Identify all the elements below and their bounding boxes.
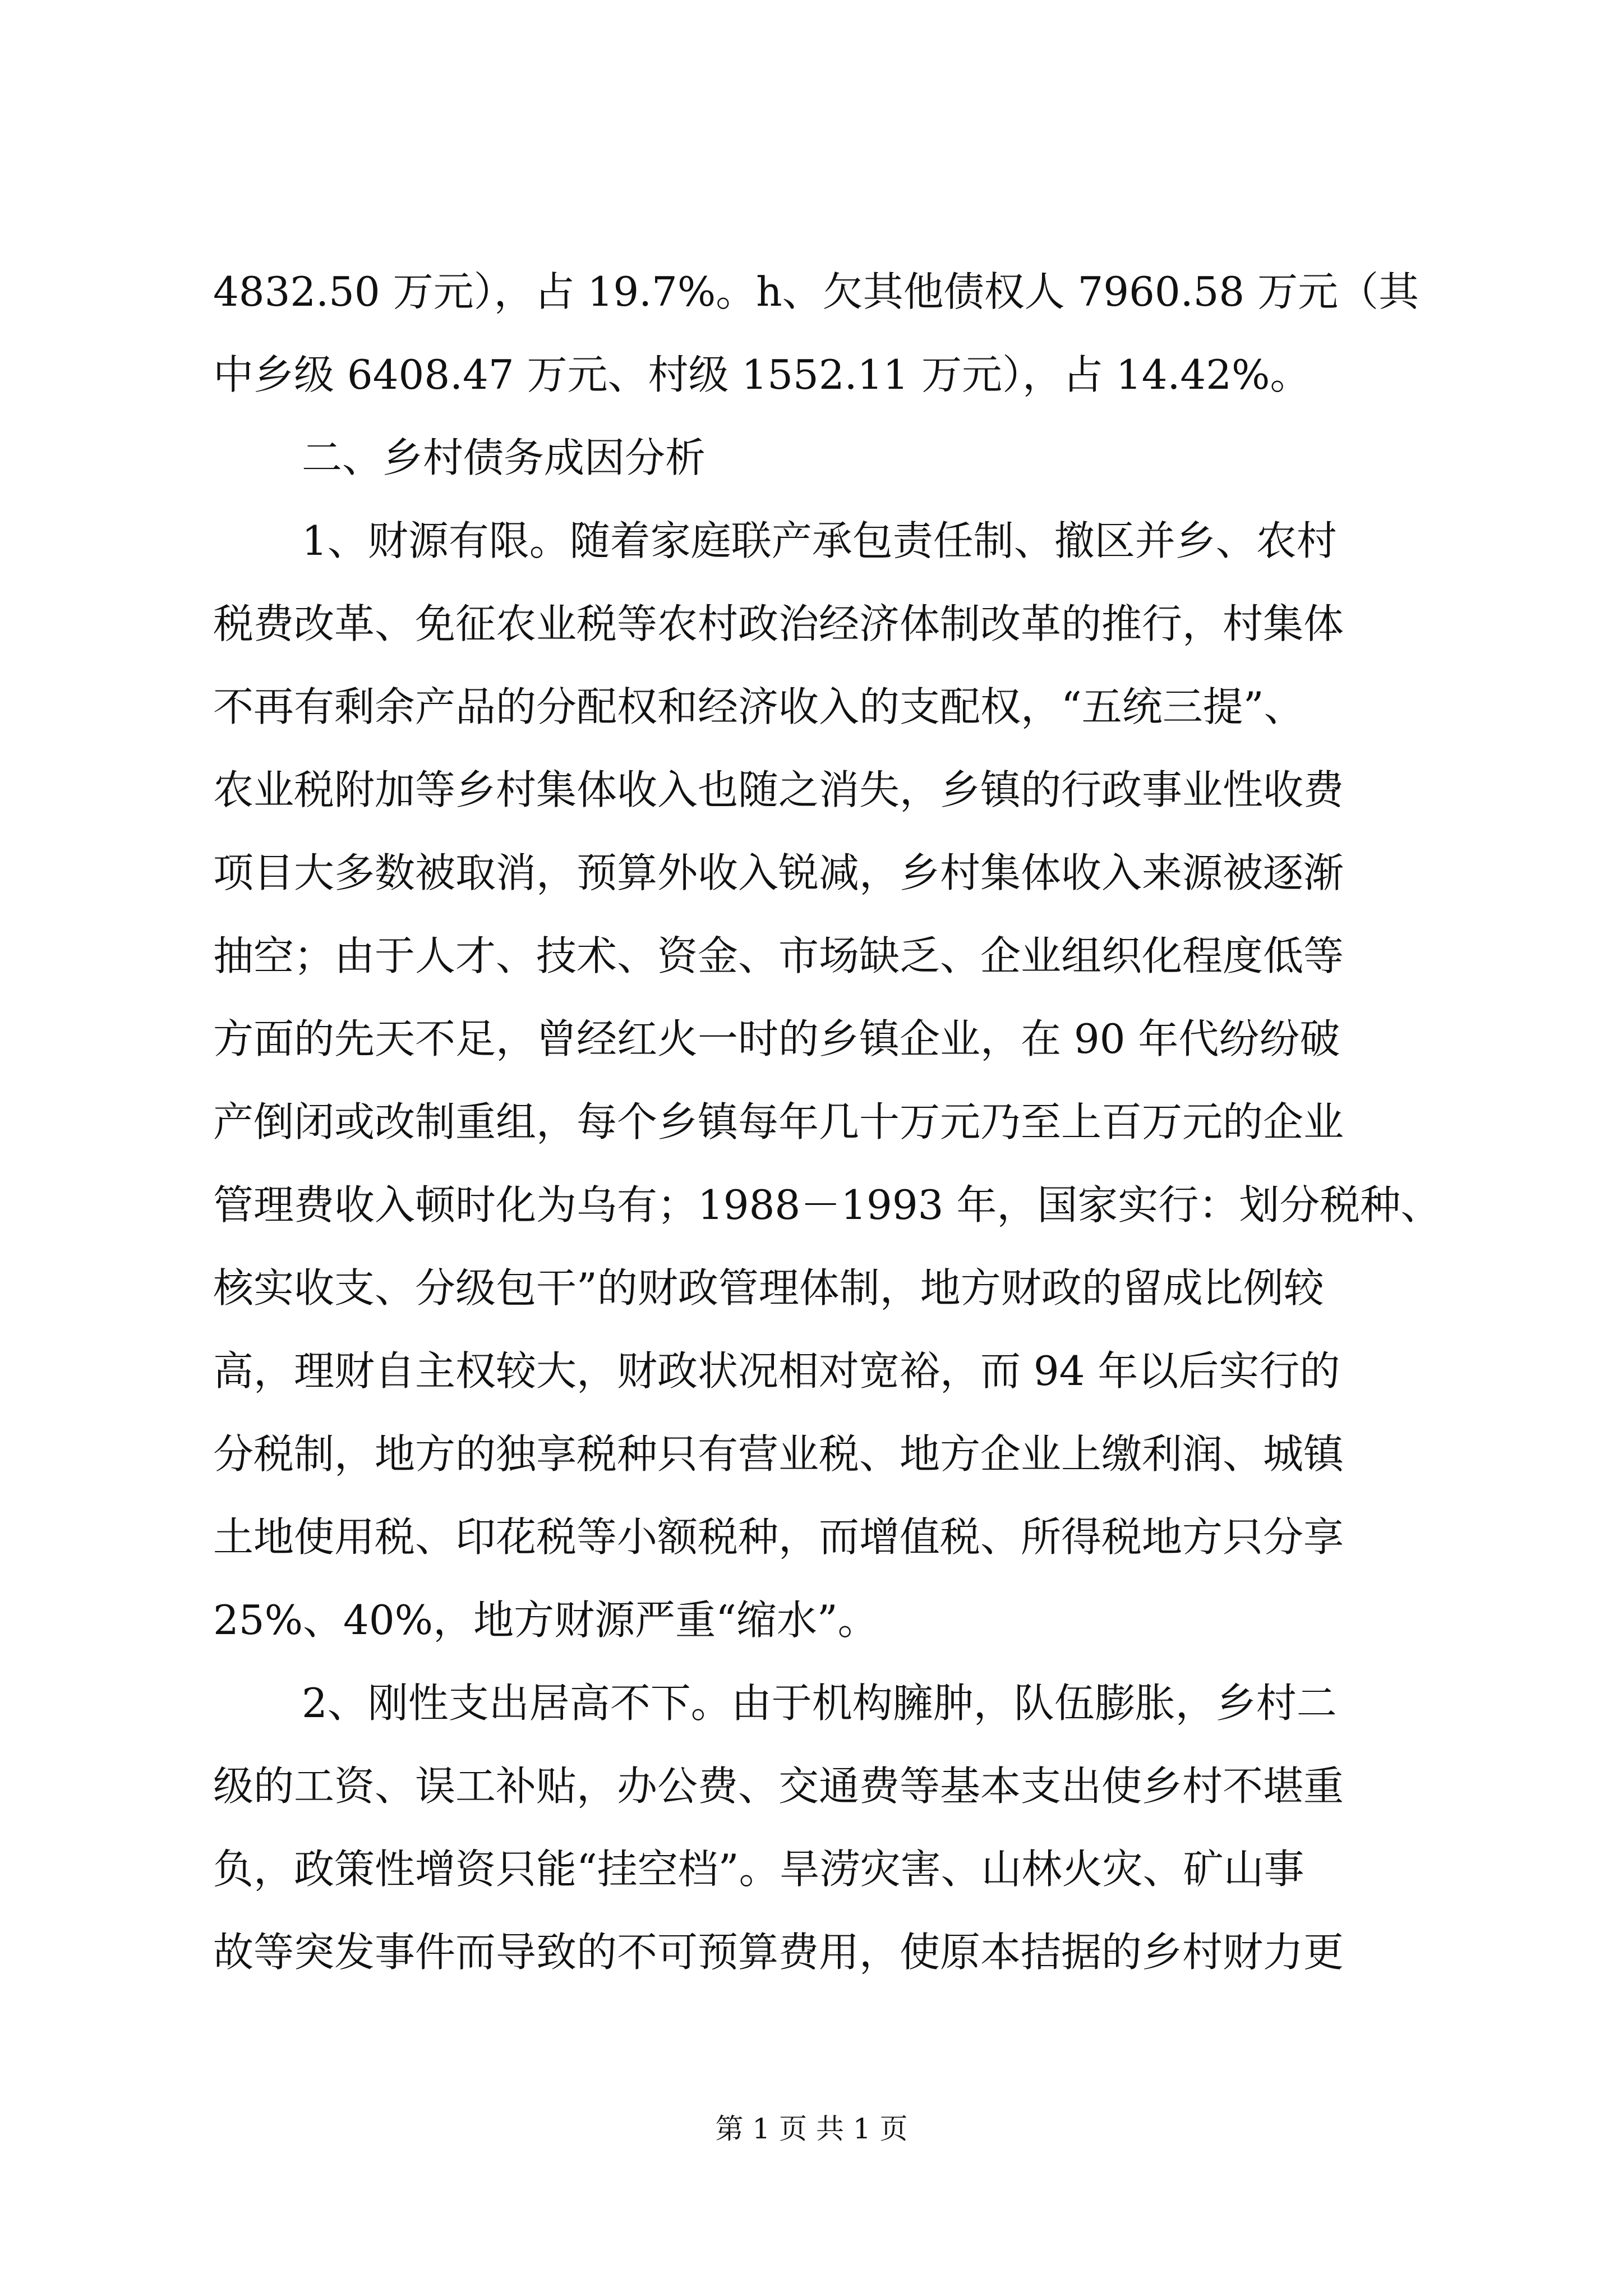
text-line: 抽空；由于人才、技术、资金、市场缺乏、企业组织化程度低等 (213, 932, 1344, 979)
text-line: 中乡级 6408.47 万元、村级 1552.11 万元），占 14.42%。 (213, 351, 1311, 398)
text-line: 核实收支、分级包干”的财政管理体制，地方财政的留成比例较 (213, 1264, 1324, 1312)
text-line: 产倒闭或改制重组，每个乡镇每年几十万元乃至上百万元的企业 (213, 1098, 1344, 1145)
text-line: 高，理财自主权较大，财政状况相对宽裕，而 94 年以后实行的 (213, 1347, 1340, 1395)
text-line: 故等突发事件而导致的不可预算费用，使原本拮据的乡村财力更 (213, 1929, 1344, 1976)
text-line: 分税制，地方的独享税种只有营业税、地方企业上缴利润、城镇 (213, 1430, 1344, 1478)
text-line: 2、刚性支出居高不下。由于机构臃肿，队伍膨胀，乡村二 (302, 1680, 1337, 1727)
text-line: 方面的先天不足，曾经红火一时的乡镇企业，在 90 年代纷纷破 (213, 1015, 1340, 1062)
text-line: 管理费收入顿时化为乌有；1988－1993 年，国家实行：划分税种、 (213, 1181, 1441, 1228)
text-line: 负，政策性增资只能“挂空档”。旱涝灾害、山林火灾、矿山事 (213, 1846, 1304, 1893)
text-line: 不再有剩余产品的分配权和经济收入的支配权，“五统三提”、 (213, 683, 1304, 730)
text-line: 项目大多数被取消，预算外收入锐减，乡村集体收入来源被逐渐 (213, 849, 1344, 896)
text-line: 4832.50 万元），占 19.7%。h、欠其他债权人 7960.58 万元（其 (213, 268, 1419, 315)
text-line: 土地使用税、印花税等小额税种，而增值税、所得税地方只分享 (213, 1513, 1344, 1561)
text-line: 税费改革、免征农业税等农村政治经济体制改革的推行，村集体 (213, 600, 1344, 647)
page-footer: 第 1 页 共 1 页 (715, 2113, 908, 2145)
text-line: 农业税附加等乡村集体收入也随之消失，乡镇的行政事业性收费 (213, 766, 1344, 813)
section-heading: 二、乡村债务成因分析 (302, 434, 706, 481)
text-line: 1、财源有限。随着家庭联产承包责任制、撤区并乡、农村 (302, 517, 1337, 564)
text-line: 级的工资、误工补贴，办公费、交通费等基本支出使乡村不堪重 (213, 1763, 1344, 1810)
text-line: 25%、40%，地方财源严重“缩水”。 (213, 1596, 878, 1644)
